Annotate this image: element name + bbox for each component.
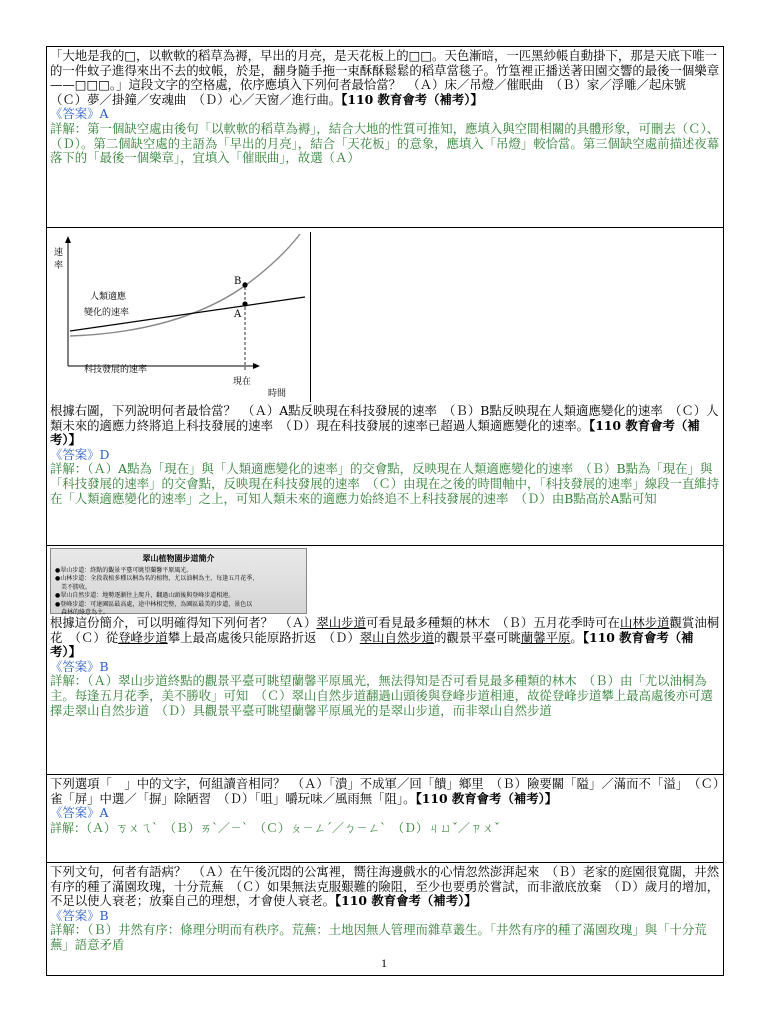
worksheet [46,46,724,976]
rate-chart-svg [50,232,310,402]
trail-intro-figure [50,548,307,617]
explanation: 詳解：（Ａ）ㄎㄨㄟˋ （Ｂ）ㄞˋ／ㄧˋ （Ｃ）ㄆㄧㄥˊ／ㄅㄧㄥˋ （Ｄ）ㄐㄩˇ／ㄗㄨˇ [50,820,501,835]
curve-label: 科技發展的速率 [84,365,148,375]
answer-label: 《答案》B [50,658,109,674]
exam-source: 【110 教育會考（補考）】 [50,629,694,660]
figure-line: 美不勝收。 [55,583,92,591]
answer-label: 《答案》A [50,106,109,122]
question-3 [46,545,724,774]
question-text: 下列文句，何者有語病？ （Ａ）在午後沉悶的公寓裡，嚮往海邊戲水的心情忽然澎湃起來 （Ｂ）老家的庭園很寬闊，井然有序的種了滿園玫瑰，十分荒蕪 （Ｃ）如果無法克服艱難的險阻，至少也要勇於嘗試，而非澈底放棄 （Ｄ）歲月的增加，不足以使人衰老；放棄自己的理想，才會使人衰老。 [50,864,720,909]
question-text: 下列選項「 」中的文字，何組讀音相同？ （Ａ）「潰」不成軍／回「饋」鄉里 （Ｂ）險要關「隘」／滿而不「溢」 （Ｃ）雀「屏」中選／「摒」除陋習 （Ｄ）「咀」嚼玩味／風雨無「阻」。 [50,776,720,806]
answer-label: 《答案》D [50,446,110,462]
point-b-label: B [234,276,242,287]
page-number: 1 [381,956,387,970]
x-axis-label: 時間 [268,389,287,399]
answer-label: 《答案》A [50,805,109,821]
question-4 [46,774,724,862]
answer-label: 《答案》B [50,907,109,923]
figure-line: ●翠山步道：終點的觀景平臺可眺望蘭馨平原風光。 [55,566,193,574]
explanation: 詳解：（Ａ）翠山步道終點的觀景平臺可眺望蘭馨平原風光，無法得知是否可看見最多種類的林木 （Ｂ）由「尤以油桐為主。每逢五月花季，美不勝收」可知 （Ｃ）翠山自然步道翻過山頭後與登峰步道相連，故從登峰步道攀上最高處後亦可選擇走翠山自然步道 （Ｄ）具觀景平臺可眺望蘭馨平原風光的是翠山步道，而非翠山自然步道 [50,673,713,718]
figure-line: ●登峰步道：可達園區最高處，途中林相完整，為園區最美的步道，景色以 [55,600,253,608]
question-1 [46,46,724,227]
explanation: 詳解：（Ａ）A點為「現在」與「人類適應變化的速率」的交會點，反映現在人類適應變化的速率 （Ｂ）B點為「現在」與「科技發展的速率」的交會點，反映現在科技發展的速率 （Ｃ）由現在之後的時間軸中，「科技發展的速率」線段一直維持在「人類適應變化的速率」之上，可知人類未來的適應力始終追不上科技發展的速率 （Ｄ）由B點高於A點可知 [50,461,720,506]
exam-source: 【110 教育會考（補考）】 [415,790,558,806]
rate-chart [50,232,311,402]
line-label-2: 變化的速率 [84,308,130,318]
explanation: 詳解：第一個缺空處由後句「以軟軟的稻草為褥」，結合大地的性質可推知，應填入與空間相關的具體形象，可刪去（Ｃ）、（Ｄ）。第二個缺空處的主語為「早出的月亮」，結合「天花板」的意象，應填入「吊燈」較恰當。第三個缺空處前描述夜幕落下的「最後一個樂章」，宜填入「催眠曲」，故選（Ａ） [50,120,720,166]
explanation: 詳解：（Ｂ）井然有序：條理分明而有秩序。荒蕪：土地因無人管理而雜草叢生。「井然有序的種了滿園玫瑰」與「十分荒蕪」語意矛盾 [50,922,707,952]
question-text: 根據右圖，下列說明何者最恰當？ （Ａ）A點反映現在科技發展的速率 （Ｂ）B點反映現在人類適應變化的速率 （Ｃ）人類未來的適應力終將追上科技發展的速率 （Ｄ）現在科技發展的速率已超過人類適應變化的速率。 [50,403,719,433]
question-text: 根據這份簡介，可以明確得知下列何者？ （Ａ）翠山步道可看見最多種類的林木 （Ｂ）五月花季時可在山林步道觀賞油桐花 （Ｃ）從登峰步道攀上最高處後只能原路折返 （Ｄ）翠山自然步道的觀景平臺可眺蘭馨平原。 [50,615,720,645]
figure-line: ●翠山自然步道：地勢逐漸往上爬升，翻過山頭後與登峰步道相連。 [55,592,235,600]
y-axis-label-1: 速 [54,248,64,258]
question-2 [46,227,724,545]
now-label: 現在 [233,377,252,387]
line-label-1: 人類適應 [90,292,127,302]
exam-source: 【110 教育會考（補考）】 [341,91,483,107]
exam-source: 【110 教育會考（補考）】 [50,417,700,448]
question-text: 「大地是我的□，以軟軟的稻草為褥，早出的月亮，是天花板上的□□。天色漸暗，一匹黑紗帳自動掛下，那是天底下唯一的一件蚊子進得來出不去的蚊帳，於是，翻身隨手拖一束酥酥鬆鬆的稻草當毯子。竹篁裡正播送著田園交響的最後一個樂章——□□□。」這段文字的空格處，依序應填入下列何者最恰當？ （Ａ）床／吊燈／催眠曲 （Ｂ）家／浮雕／起床號 （Ｃ）夢／掛鐘／安魂曲 （Ｄ）心／天窗／進行曲。 [50,48,720,107]
exam-source: 【110 教育會考（補考）】 [334,893,477,909]
point-a-label: A [234,309,242,320]
figure-line: 森林的綠意為主。 [55,609,110,617]
figure-title: 翠山植物園步道簡介 [142,554,215,563]
y-axis-label-2: 率 [54,261,64,271]
figure-line: ●山林步道：全段栽植多種以桐為名的植物，尤以油桐為主，每逢五月花季， [55,575,259,583]
